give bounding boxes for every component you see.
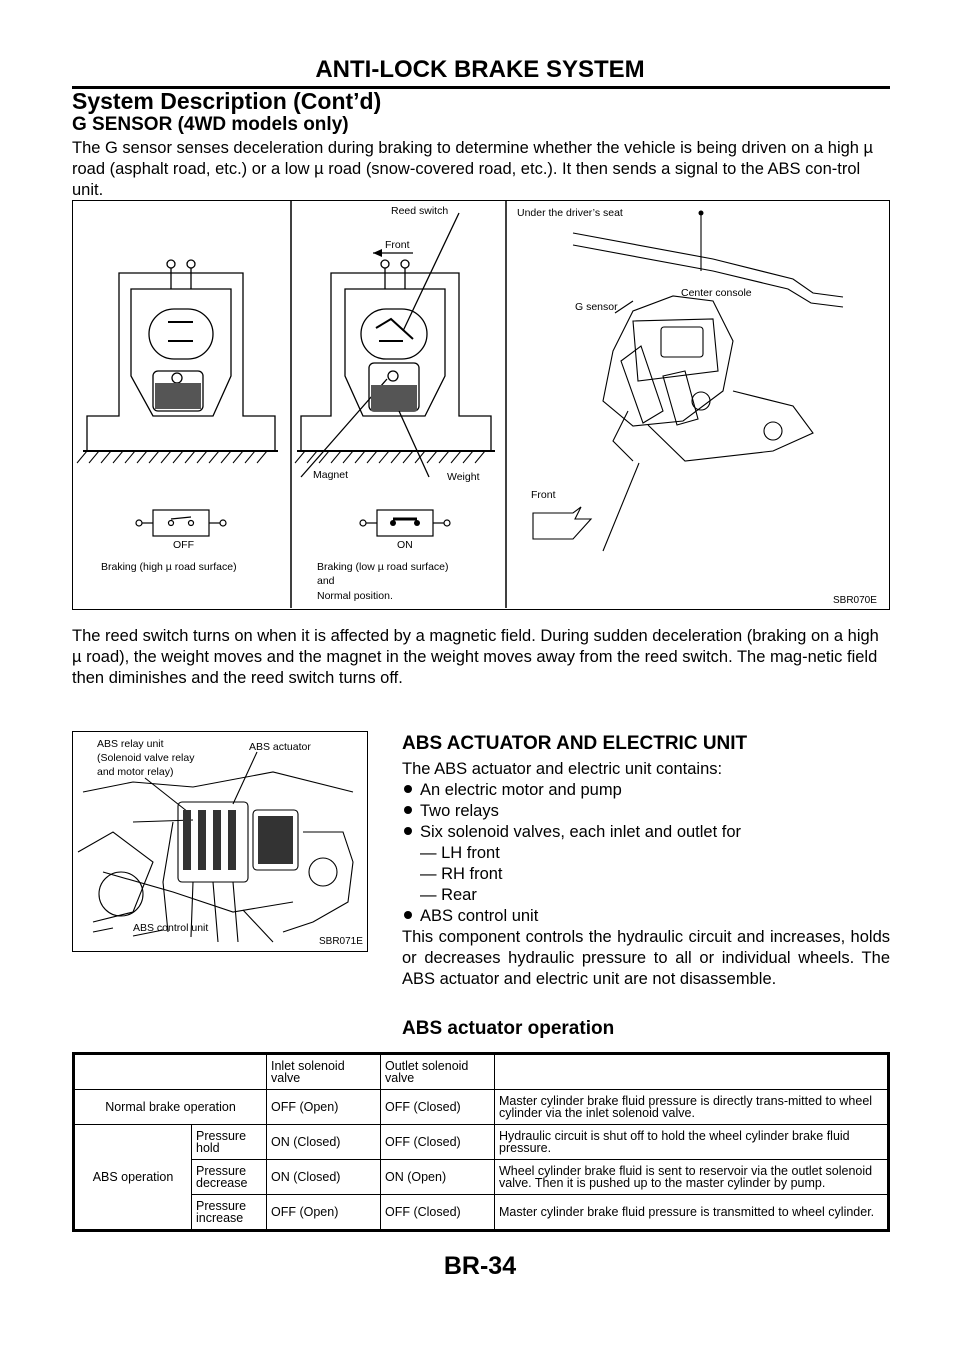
row-label: Pressure increase — [192, 1195, 267, 1231]
abs-actuator-figure — [72, 731, 368, 952]
label-abs-control-unit: ABS control unit — [133, 922, 209, 934]
label-weight: Weight — [447, 471, 480, 483]
label-and: and — [317, 575, 335, 587]
bullet-item — [402, 801, 741, 822]
abs-actuator-heading: ABS ACTUATOR AND ELECTRIC UNIT — [402, 733, 748, 754]
header-outlet: Outlet solenoid valve — [381, 1054, 495, 1090]
desc-cell: Hydraulic circuit is shut off to hold the wheel cylinder brake fluid pressure. — [495, 1125, 889, 1160]
label-braking-low: Braking (low µ road surface) — [317, 561, 449, 573]
figure-code-2: SBR071E — [319, 936, 363, 947]
table-row — [74, 1160, 889, 1195]
bullet-text: ABS control unit — [420, 907, 539, 925]
abs-contains-text: The ABS actuator and electric unit contains: — [402, 760, 723, 778]
label-magnet: Magnet — [313, 469, 349, 481]
g-sensor-heading: G SENSOR (4WD models only) — [72, 114, 349, 135]
row-label: Pressure hold — [192, 1125, 267, 1160]
table-header-row — [74, 1054, 889, 1090]
label-front-2: Front — [531, 489, 556, 501]
label-relay-unit: ABS relay unit — [97, 738, 164, 750]
inlet-cell: OFF (Open) — [267, 1195, 381, 1231]
g-sensor-diagram — [73, 201, 888, 608]
bullet-item — [402, 906, 741, 927]
row-label: Pressure decrease — [192, 1160, 267, 1195]
label-center-console: Center console — [681, 287, 752, 299]
header-inlet: Inlet solenoid valve — [267, 1054, 381, 1090]
table-row — [74, 1090, 889, 1125]
label-reed-switch: Reed switch — [391, 205, 449, 217]
outlet-cell: OFF (Closed) — [381, 1090, 495, 1125]
label-relay-sub2: and motor relay) — [97, 766, 174, 778]
label-under-seat: Under the driver’s seat — [517, 207, 623, 219]
label-front: Front — [385, 239, 410, 251]
g-sensor-figure — [72, 200, 890, 610]
page-number: BR-34 — [443, 1252, 517, 1280]
section-title: ANTI-LOCK BRAKE SYSTEM — [315, 56, 645, 83]
outlet-cell: OFF (Closed) — [381, 1195, 495, 1231]
section-subtitle: System Description (Cont’d) — [72, 88, 382, 114]
outlet-cell: ON (Open) — [381, 1160, 495, 1195]
label-relay-sub1: (Solenoid valve relay — [97, 752, 195, 764]
label-off: OFF — [173, 539, 194, 551]
bullet-item — [402, 780, 741, 801]
sub-item: — RH front — [420, 865, 503, 883]
bullet-text: An electric motor and pump — [420, 781, 622, 799]
operation-heading: ABS actuator operation — [402, 1018, 615, 1039]
table-row — [74, 1195, 889, 1231]
outlet-cell: OFF (Closed) — [381, 1125, 495, 1160]
bullet-text: Six solenoid valves, each inlet and outlet for — [420, 823, 742, 841]
table-row — [74, 1125, 889, 1160]
sub-item: — LH front — [420, 844, 500, 862]
abs-actuator-desc: This component controls the hydraulic circuit and increases, holds or decreases hydraulic pressure to all or individual wheels. The ABS actuator and electric unit are not disassemble. — [402, 928, 890, 988]
desc-cell: Master cylinder brake fluid pressure is transmitted to wheel cylinder. — [495, 1195, 889, 1231]
label-abs-actuator: ABS actuator — [249, 741, 311, 753]
label-normal-position: Normal position. — [317, 590, 393, 602]
figure-code: SBR070E — [833, 595, 877, 606]
operation-table — [72, 1052, 890, 1232]
bullet-list — [402, 780, 741, 927]
desc-cell: Wheel cylinder brake fluid is sent to reservoir via the outlet solenoid valve. Then it is pushed up to the master cylinder by pump. — [495, 1160, 889, 1195]
table-cell — [74, 1054, 267, 1090]
g-sensor-intro: The G sensor senses deceleration during braking to determine whether the vehicle is being driven on a high µ road (asphalt road, etc.) or a low µ road (snow-covered road, etc.). It then sends a signal to the ABS con-trol unit. — [72, 139, 874, 199]
label-g-sensor: G sensor — [575, 301, 618, 313]
desc-cell: Master cylinder brake fluid pressure is directly trans-mitted to wheel cylinder via the inlet solenoid valve. — [495, 1090, 889, 1125]
bullet-text: Two relays — [420, 802, 499, 820]
inlet-cell: ON (Closed) — [267, 1160, 381, 1195]
inlet-cell: ON (Closed) — [267, 1125, 381, 1160]
bullet-item — [402, 822, 741, 843]
sub-item: — Rear — [420, 886, 477, 904]
g-sensor-explanation: The reed switch turns on when it is affected by a magnetic field. During sudden deceleration (braking on a high µ road), the weight moves and the magnet in the weight moves away from the reed switch. The mag-netic field then diminishes and the reed switch turns off. — [72, 627, 879, 687]
inlet-cell: OFF (Open) — [267, 1090, 381, 1125]
table-cell — [495, 1054, 889, 1090]
abs-operation-label: ABS operation — [74, 1125, 192, 1231]
label-braking-high: Braking (high µ road surface) — [101, 561, 237, 573]
abs-actuator-diagram — [73, 732, 367, 951]
label-on: ON — [397, 539, 413, 551]
row-label: Normal brake operation — [74, 1090, 267, 1125]
